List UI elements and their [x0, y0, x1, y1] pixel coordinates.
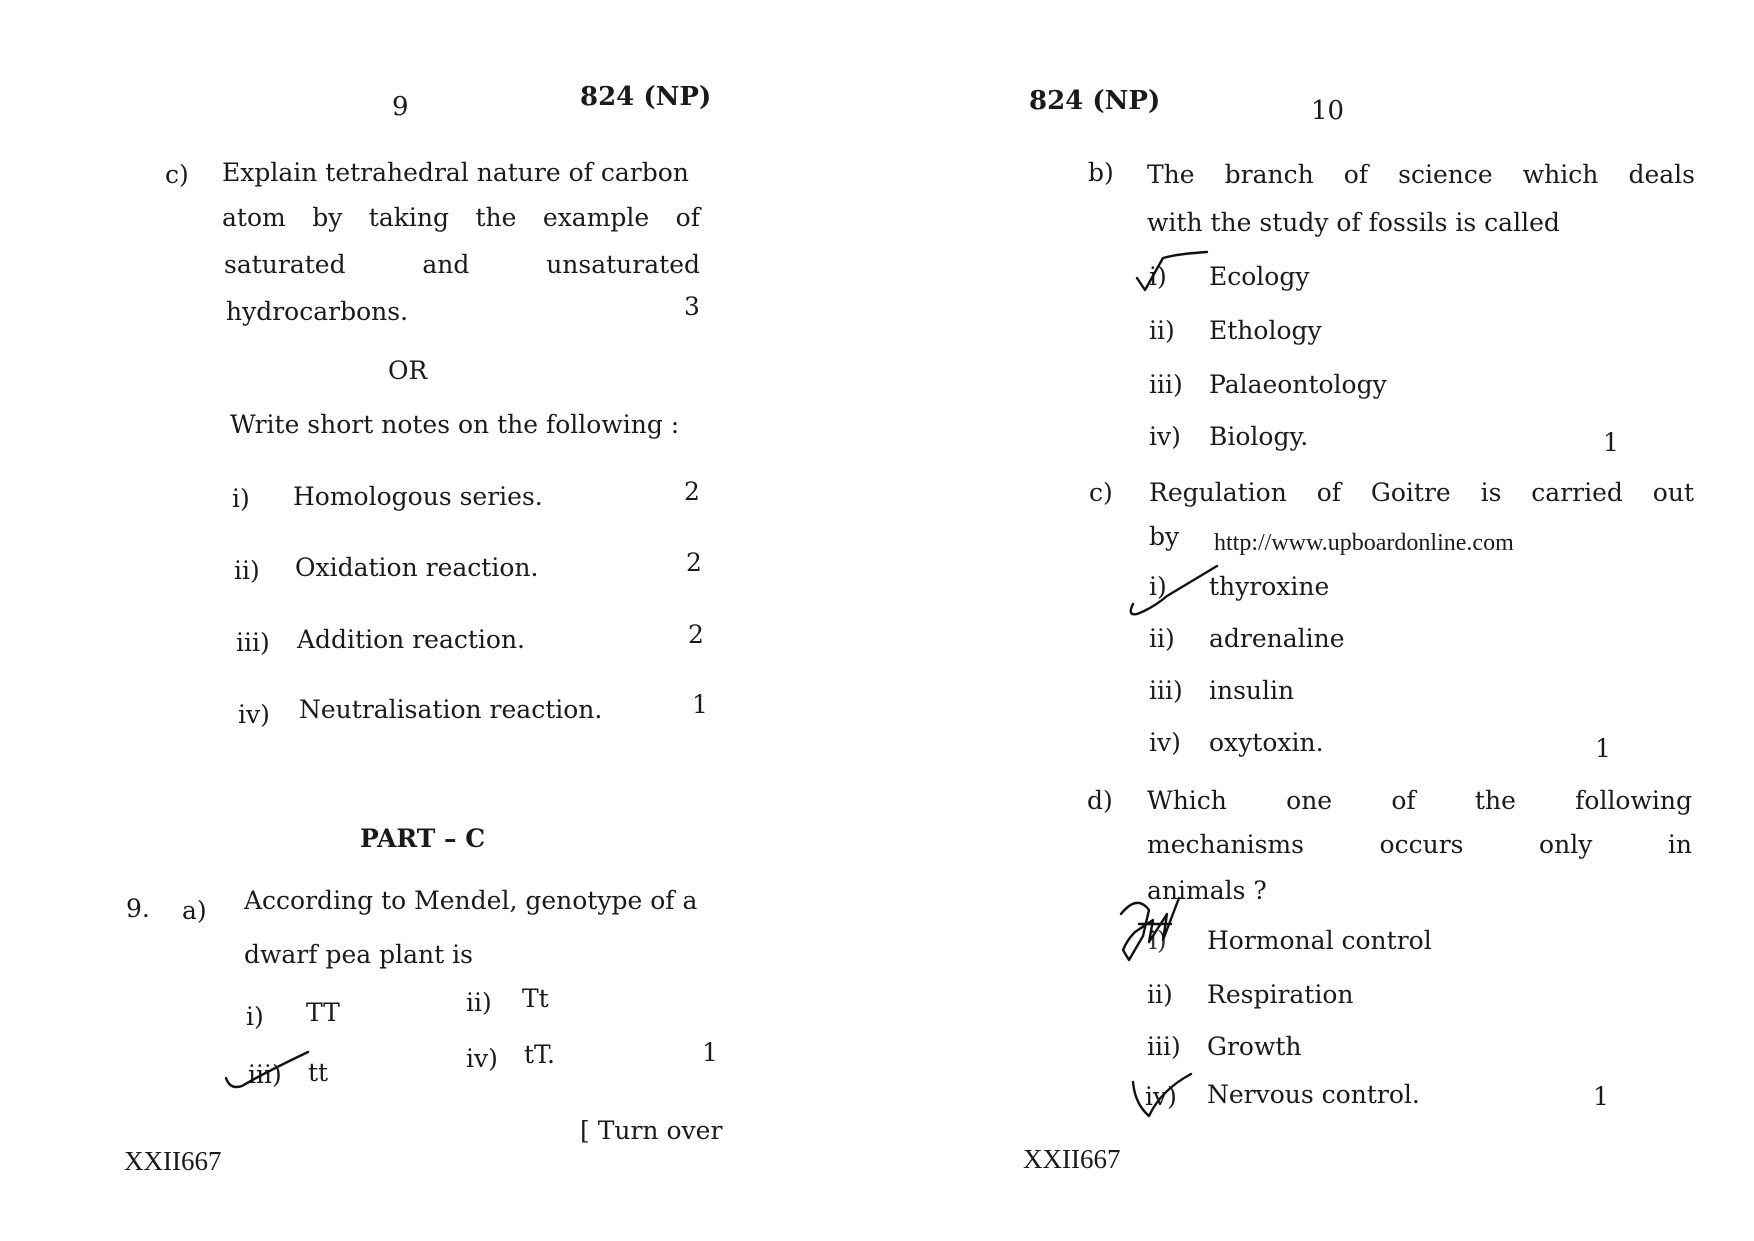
item-text: Oxidation reaction. — [295, 553, 539, 582]
question-line: dwarf pea plant is — [244, 940, 473, 969]
paper-code: 824 (NP) — [580, 82, 712, 112]
item-number: iv) — [238, 700, 270, 729]
option-number: iii) — [1149, 676, 1183, 705]
option-number: iv) — [1149, 728, 1181, 757]
option-text: Biology. — [1209, 422, 1309, 451]
option-number: ii) — [1147, 980, 1173, 1009]
option-number: iv) — [1145, 1082, 1177, 1111]
option-number: i) — [246, 1002, 264, 1031]
option-number: iii) — [1149, 370, 1183, 399]
question-line: by — [1149, 522, 1180, 551]
handwritten-tick-icon — [1133, 248, 1213, 298]
question-label: b) — [1088, 158, 1114, 187]
option-text: Ecology — [1209, 262, 1310, 291]
option-number: i) — [1149, 262, 1167, 291]
right-page — [877, 0, 1754, 1241]
option-text: tt — [308, 1058, 329, 1087]
footer-code: XXII667 — [1023, 1144, 1121, 1174]
footer-code: XXII667 — [124, 1146, 222, 1176]
option-number: iv) — [1149, 422, 1181, 451]
marks: 1 — [702, 1038, 718, 1067]
page-number: 10 — [1311, 96, 1345, 126]
question-label: d) — [1087, 786, 1113, 815]
paper-code: 824 (NP) — [1029, 86, 1161, 116]
item-text: Neutralisation reaction. — [299, 695, 603, 724]
option-number: i) — [1149, 572, 1167, 601]
marks: 2 — [688, 620, 704, 649]
question-label: c) — [1089, 478, 1113, 507]
question-label: c) — [165, 160, 189, 189]
part-title: PART – C — [360, 824, 486, 853]
option-text: Ethology — [1209, 316, 1322, 345]
question-line: The branch of science which deals — [1147, 160, 1695, 189]
question-number: 9. — [126, 894, 150, 923]
marks: 3 — [684, 292, 700, 321]
marks: 1 — [1593, 1082, 1609, 1111]
option-text: thyroxine — [1209, 572, 1330, 601]
question-line: hydrocarbons. — [226, 297, 409, 326]
option-number: iii) — [248, 1060, 282, 1089]
item-number: ii) — [234, 556, 260, 585]
option-text: Nervous control. — [1207, 1080, 1420, 1109]
question-line: atom by taking the example of — [222, 203, 700, 232]
marks: 2 — [684, 477, 700, 506]
marks: 1 — [1595, 734, 1611, 763]
option-text: Growth — [1207, 1032, 1302, 1061]
question-label: a) — [182, 896, 207, 925]
option-text: tT. — [524, 1040, 555, 1069]
question-line: mechanisms occurs only in — [1147, 830, 1692, 859]
question-line: animals ? — [1147, 876, 1267, 905]
question-line: Which one of the following — [1147, 786, 1692, 815]
option-number: iv) — [466, 1044, 498, 1073]
option-text: Tt — [522, 984, 549, 1013]
option-number: ii) — [466, 988, 492, 1017]
short-notes-intro: Write short notes on the following : — [230, 410, 680, 439]
handwritten-scribble-icon — [1113, 880, 1193, 970]
handwritten-tick-icon — [1123, 562, 1223, 622]
question-line: Regulation of Goitre is carried out — [1149, 478, 1694, 507]
or-separator: OR — [388, 356, 428, 385]
option-number: ii) — [1149, 316, 1175, 345]
watermark-url: http://www.upboardonline.com — [1214, 530, 1514, 556]
turn-over-note: [ Turn over — [580, 1116, 723, 1145]
item-number: i) — [232, 484, 250, 513]
item-text: Addition reaction. — [297, 625, 525, 654]
question-line: According to Mendel, genotype of a — [244, 886, 698, 915]
handwritten-tick-icon — [222, 1048, 314, 1096]
handwritten-tick-icon — [1127, 1068, 1197, 1124]
item-text: Homologous series. — [293, 482, 543, 511]
marks: 1 — [1603, 428, 1619, 457]
option-text: TT — [306, 998, 340, 1027]
option-text: adrenaline — [1209, 624, 1345, 653]
option-text: Hormonal control — [1207, 926, 1432, 955]
question-line: Explain tetrahedral nature of carbon — [222, 158, 689, 187]
question-line: with the study of fossils is called — [1147, 208, 1560, 237]
option-text: Respiration — [1207, 980, 1354, 1009]
item-number: iii) — [236, 628, 270, 657]
option-number: i) — [1149, 926, 1167, 955]
option-text: oxytoxin. — [1209, 728, 1324, 757]
option-number: iii) — [1147, 1032, 1181, 1061]
marks: 1 — [692, 690, 708, 719]
option-text: insulin — [1209, 676, 1295, 705]
option-number: ii) — [1149, 624, 1175, 653]
question-line: saturated and unsaturated — [224, 250, 700, 279]
marks: 2 — [686, 548, 702, 577]
page-number: 9 — [392, 92, 409, 122]
option-text: Palaeontology — [1209, 370, 1387, 399]
